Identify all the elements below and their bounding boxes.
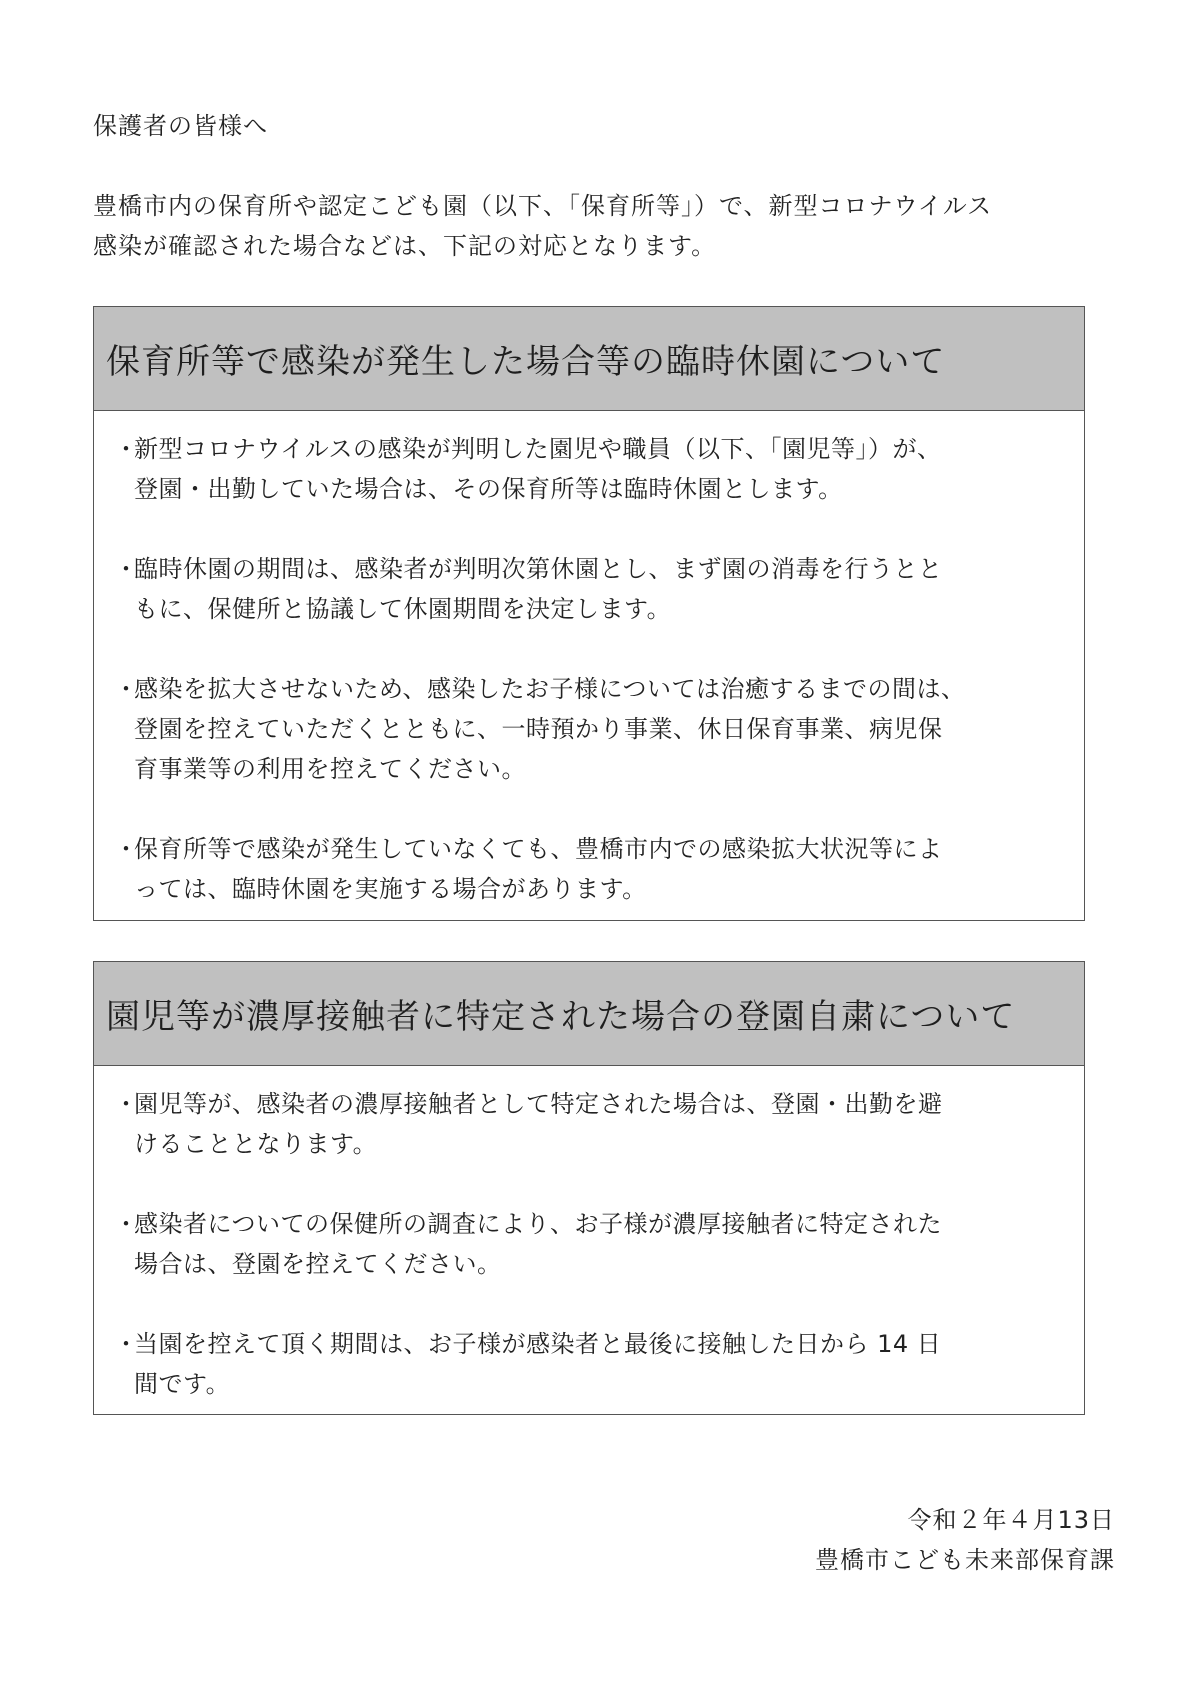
list-item xyxy=(112,549,1074,629)
bullet: ・ xyxy=(114,675,139,703)
list-item xyxy=(112,829,1074,909)
bullet: ・ xyxy=(114,1330,139,1358)
bullet: ・ xyxy=(114,1090,139,1118)
item-line: 園児等が、感染者の濃厚接触者として特定された場合は、登園・出勤を避 xyxy=(134,1090,943,1118)
item-line: 新型コロナウイルスの感染が判明した園児や職員（以下、「園児等」）が、 xyxy=(134,435,942,463)
list-item xyxy=(112,1084,1074,1164)
intro-line: 豊橋市内の保育所や認定こども園（以下、「保育所等」）で、新型コロナウイルス xyxy=(93,192,993,220)
salutation: 保護者の皆様へ xyxy=(93,112,268,140)
section-temporary-closure xyxy=(93,306,1085,921)
list-item xyxy=(112,429,1074,509)
list-item xyxy=(112,669,1074,789)
section-attendance-restraint xyxy=(93,961,1085,1415)
item-line: 感染を拡大させないため、感染したお子様については治癒するまでの間は、 xyxy=(134,675,966,703)
issue-date: 令和２年４月13日 xyxy=(907,1506,1115,1534)
item-line: もに、保健所と協議して休園期間を決定します。 xyxy=(134,595,672,623)
bullet: ・ xyxy=(114,555,139,583)
section-title: 保育所等で感染が発生した場合等の臨時休園について xyxy=(94,307,1084,411)
list-item xyxy=(112,1324,1074,1404)
item-line: っては、臨時休園を実施する場合があります。 xyxy=(134,875,647,903)
item-line: 臨時休園の期間は、感染者が判明次第休園とし、まず園の消毒を行うとと xyxy=(134,555,943,583)
item-line: 間です。 xyxy=(134,1370,231,1398)
footer-signature xyxy=(815,1500,1115,1580)
bullet: ・ xyxy=(114,1210,139,1238)
intro-paragraph xyxy=(93,186,1123,266)
item-line: 育事業等の利用を控えてください。 xyxy=(134,755,526,783)
issuing-department: 豊橋市こども未来部保育課 xyxy=(815,1546,1115,1574)
bullet: ・ xyxy=(114,835,139,863)
item-line: 保育所等で感染が発生していなくても、豊橋市内での感染拡大状況等によ xyxy=(134,835,943,863)
item-line: 登園・出勤していた場合は、その保育所等は臨時休園とします。 xyxy=(134,475,843,503)
intro-line: 感染が確認された場合などは、下記の対応となります。 xyxy=(93,232,717,260)
section-item-list xyxy=(94,1066,1084,1404)
item-line: 当園を控えて頂く期間は、お子様が感染者と最後に接触した日から 14 日 xyxy=(134,1330,942,1358)
bullet: ・ xyxy=(114,435,139,463)
item-line: 感染者についての保健所の調査により、お子様が濃厚接触者に特定された xyxy=(134,1210,943,1238)
item-line: 場合は、登園を控えてください。 xyxy=(134,1250,502,1278)
list-item xyxy=(112,1204,1074,1284)
item-line: けることとなります。 xyxy=(134,1130,378,1158)
section-item-list xyxy=(94,411,1084,909)
item-line: 登園を控えていただくとともに、一時預かり事業、休日保育事業、病児保 xyxy=(134,715,943,743)
section-title: 園児等が濃厚接触者に特定された場合の登園自粛について xyxy=(94,962,1084,1066)
